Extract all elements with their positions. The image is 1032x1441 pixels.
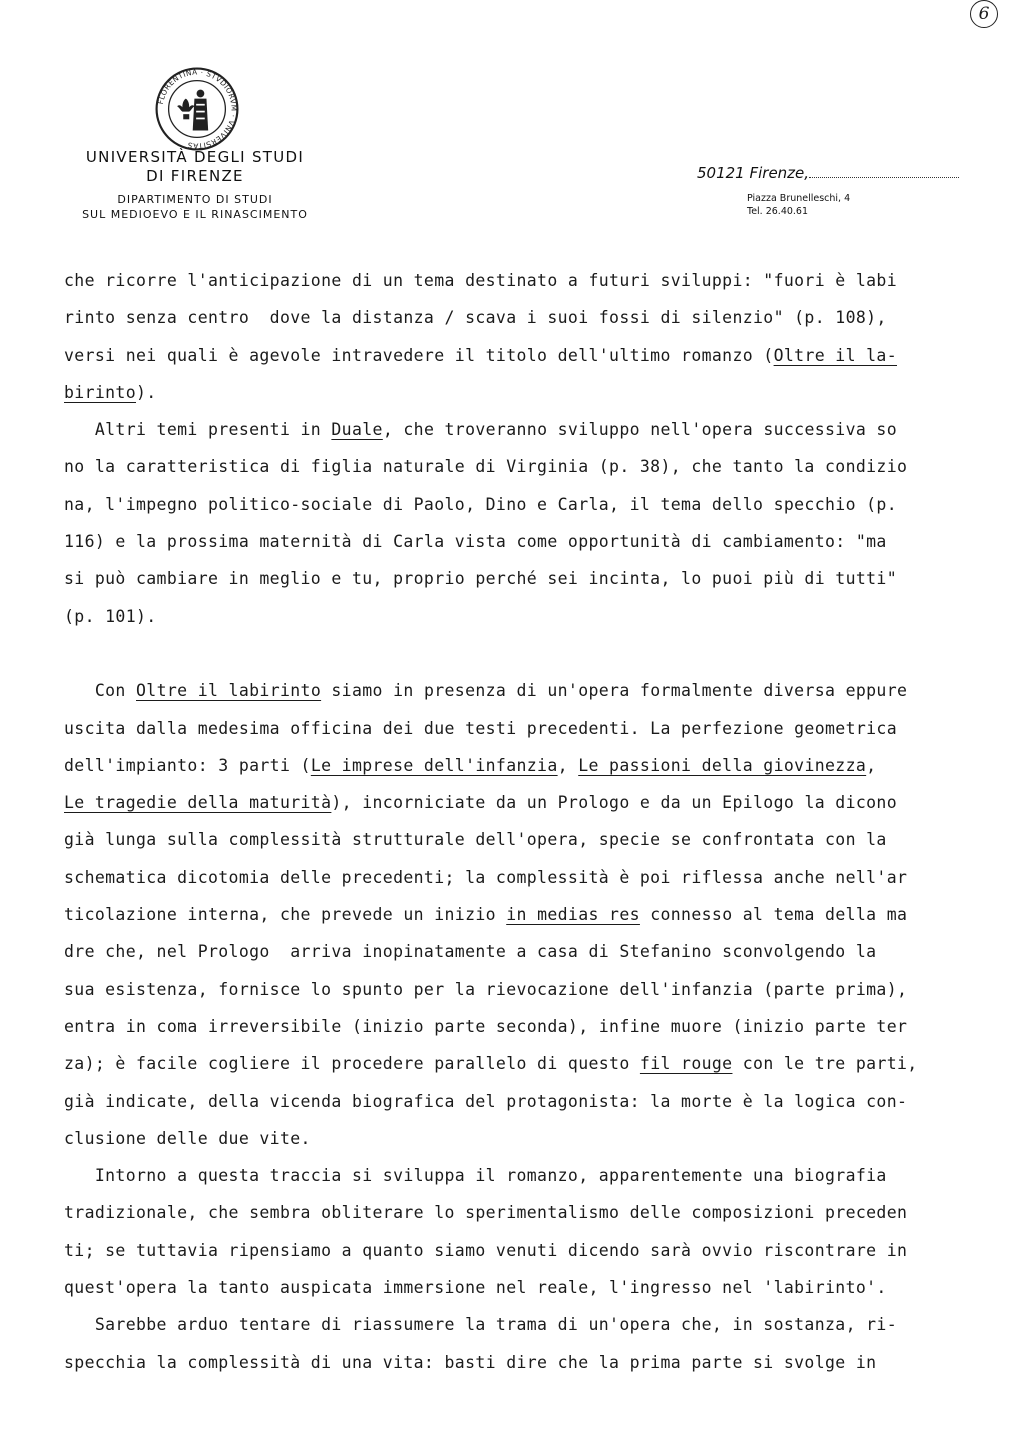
text-line <box>64 821 954 858</box>
text-line <box>64 560 954 597</box>
svg-text:FLORENTINA · STVDIORVM · VNIVE: FLORENTINA · STVDIORVM · VNIVERSITAS <box>155 67 239 151</box>
text-segment: ), incorniciate da un Prologo e da un Epilogo la dicono <box>331 793 898 813</box>
text-segment: ). <box>136 382 157 402</box>
text-line <box>64 1157 954 1194</box>
text-segment: sua esistenza, fornisce lo spunto per la rievocazione dell'infanzia (parte prima), <box>64 979 908 999</box>
text-line <box>64 1045 954 1082</box>
university-name: UNIVERSITÀ DEGLI STUDI <box>85 148 305 166</box>
text-line <box>64 933 954 970</box>
department-name: DIPARTIMENTO DI STUDI <box>117 193 273 206</box>
typed-body-text <box>64 262 954 1381</box>
text-segment: Altri temi presenti in <box>64 420 332 440</box>
date-blank-line <box>809 165 959 178</box>
text-line <box>64 486 954 523</box>
text-segment: Con <box>64 681 136 701</box>
text-line <box>64 299 954 336</box>
underlined-title: fil rouge <box>639 1054 733 1074</box>
page-number: 6 <box>970 0 998 28</box>
text-segment: uscita dalla medesima officina dei due testi precedenti. La perfezione geometrica <box>64 718 897 738</box>
text-segment: (p. 101). <box>64 606 157 626</box>
text-segment: entra in coma irreversibile (inizio parte seconda), infine muore (inizio parte ter <box>64 1016 908 1036</box>
text-segment: dell'impianto: 3 parti ( <box>64 755 311 775</box>
text-line <box>64 1120 954 1157</box>
phone-number: Tel. 26.40.61 <box>747 206 809 217</box>
underlined-title: Oltre il la- <box>773 345 897 365</box>
text-line <box>64 411 954 448</box>
text-line <box>64 337 954 374</box>
text-segment: siamo in presenza di un'opera formalmente diversa eppure <box>321 681 908 701</box>
text-segment: già indicate, della vicenda biografica del protagonista: la morte è la logica con- <box>64 1091 908 1111</box>
text-line <box>64 1306 954 1343</box>
text-line <box>64 859 954 896</box>
text-line <box>64 1194 954 1231</box>
text-line <box>64 598 954 635</box>
underlined-title: birinto <box>64 382 136 402</box>
text-line <box>64 448 954 485</box>
text-line <box>64 784 954 821</box>
text-segment: za); è facile cogliere il procedere parallelo di questo <box>64 1054 640 1074</box>
text-line <box>64 523 954 560</box>
text-segment: versi nei quali è agevole intravedere il titolo dell'ultimo romanzo ( <box>64 345 774 365</box>
text-line <box>64 262 954 299</box>
text-line <box>64 1083 954 1120</box>
underlined-title: Le tragedie della maturità <box>64 793 332 813</box>
university-seal-logo <box>154 66 240 152</box>
text-segment: no la caratteristica di figlia naturale di Virginia (p. 38), che tanto la condizio <box>64 457 908 477</box>
text-segment: quest'opera la tanto auspicata immersione nel reale, l'ingresso nel 'labirinto'. <box>64 1278 887 1298</box>
text-line <box>64 374 954 411</box>
text-segment: con le tre parti, <box>732 1054 918 1074</box>
text-line <box>64 747 954 784</box>
text-segment: ti; se tuttavia ripensiamo a quanto siamo venuti dicendo sarà ovvio riscontrare in <box>64 1240 908 1260</box>
street-address: Piazza Brunelleschi, 4 <box>747 193 851 204</box>
letterhead-university <box>40 148 350 222</box>
text-line <box>64 672 954 709</box>
university-city: DI FIRENZE <box>146 167 244 185</box>
text-segment: 116) e la prossima maternità di Carla vista come opportunità di cambiamento: "ma <box>64 532 887 552</box>
text-segment: clusione delle due vite. <box>64 1128 311 1148</box>
text-segment: Intorno a questa traccia si sviluppa il romanzo, apparentemente una biografia <box>64 1166 887 1186</box>
text-segment: rinto senza centro dove la distanza / scava i suoi fossi di silenzio" (p. 108), <box>64 308 887 328</box>
letterhead-address <box>697 164 997 218</box>
text-segment: schematica dicotomia delle precedenti; la complessità è poi riflessa anche nell'ar <box>64 867 908 887</box>
text-segment: già lunga sulla complessità strutturale dell'opera, specie se confrontata con la <box>64 830 887 850</box>
paragraph-gap <box>64 635 954 672</box>
text-segment: ticolazione interna, che prevede un inizio <box>64 905 507 925</box>
text-line <box>64 971 954 1008</box>
text-segment: connesso al tema della ma <box>639 905 908 925</box>
text-segment: si può cambiare in meglio e tu, proprio perché sei incinta, lo puoi più di tutti" <box>64 569 897 589</box>
department-name-line2: SUL MEDIOEVO E IL RINASCIMENTO <box>82 208 308 221</box>
text-line <box>64 1344 954 1381</box>
city-label: 50121 Firenze, <box>697 164 810 182</box>
text-segment: , <box>866 755 877 775</box>
text-segment: che ricorre l'anticipazione di un tema destinato a futuri sviluppi: "fuori è labi <box>64 271 897 290</box>
text-line <box>64 710 954 747</box>
underlined-title: Le passioni della giovinezza <box>578 755 867 775</box>
city-date-line <box>697 164 997 182</box>
underlined-title: Oltre il labirinto <box>136 681 322 701</box>
text-segment: , che troveranno sviluppo nell'opera successiva so <box>382 420 898 440</box>
text-line <box>64 896 954 933</box>
underlined-title: Le imprese dell'infanzia <box>310 755 558 775</box>
text-segment: specchia la complessità di una vita: basti dire che la prima parte si svolge in <box>64 1352 877 1372</box>
text-line <box>64 1269 954 1306</box>
text-segment: Sarebbe arduo tentare di riassumere la trama di un'opera che, in sostanza, ri- <box>64 1315 897 1335</box>
underlined-title: Duale <box>331 420 383 440</box>
underlined-title: in medias res <box>506 905 640 925</box>
text-segment: dre che, nel Prologo arriva inopinatamente a casa di Stefanino sconvolgendo la <box>64 942 877 962</box>
text-line <box>64 1008 954 1045</box>
text-line <box>64 1232 954 1269</box>
text-segment: , <box>557 755 579 775</box>
text-segment: tradizionale, che sembra obliterare lo sperimentalismo delle composizioni preceden <box>64 1203 908 1223</box>
text-segment: na, l'impegno politico-sociale di Paolo, Dino e Carla, il tema dello specchio (p. <box>64 494 897 514</box>
